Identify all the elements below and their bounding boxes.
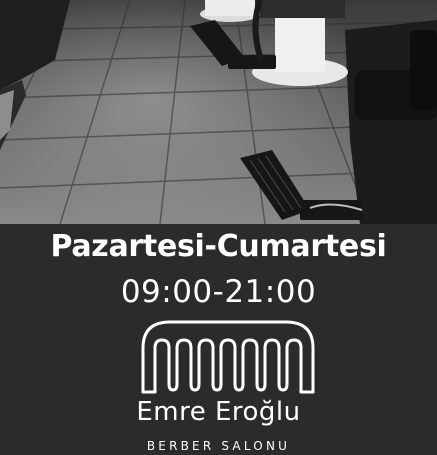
opening-hours: 09:00-21:00 bbox=[120, 274, 317, 310]
comb-icon bbox=[140, 318, 316, 394]
brand-name: Emre Eroğlu bbox=[136, 397, 301, 427]
opening-days: Pazartesi-Cumartesi bbox=[50, 229, 387, 264]
brand-tagline: BERBER SALONU bbox=[146, 439, 291, 453]
barbershop-photo bbox=[0, 0, 437, 224]
